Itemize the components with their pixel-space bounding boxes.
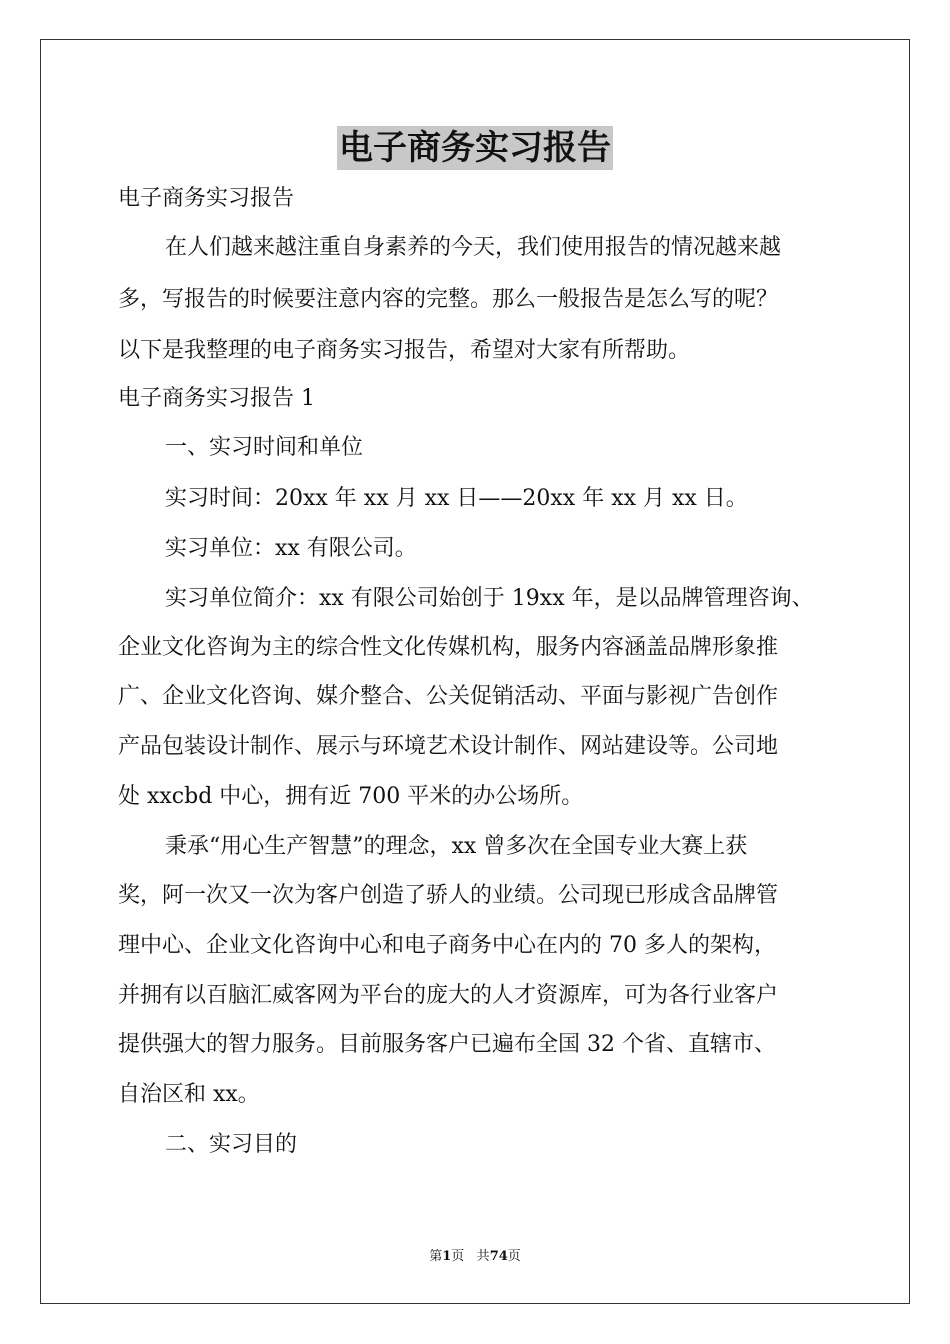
total-prefix: 共 — [476, 1249, 490, 1264]
page-prefix: 第 — [429, 1249, 443, 1264]
paragraph-line: 产品包装设计制作、展示与环境艺术设计制作、网站建设等。公司地 — [118, 734, 779, 759]
paragraph-line: 广、企业文化咨询、媒介整合、公关促销活动、平面与影视广告创作 — [118, 684, 779, 709]
total-pages: 74 — [489, 1249, 508, 1264]
subsection-heading: 二、实习目的 — [165, 1132, 298, 1157]
paragraph-line: 奖，阿一次又一次为客户创造了骄人的业绩。公司现已形成含品牌管 — [118, 883, 779, 908]
page-suffix: 页 — [451, 1249, 465, 1264]
page-number: 1 — [442, 1249, 452, 1264]
subtitle-line: 电子商务实习报告 — [118, 186, 295, 211]
page-footer — [0, 1248, 950, 1266]
total-suffix: 页 — [507, 1249, 521, 1264]
paragraph-line: 秉承“用心生产智慧”的理念，xx 曾多次在全国专业大赛上获 — [165, 834, 748, 859]
paragraph-line: 实习单位简介：xx 有限公司始创于 19xx 年，是以品牌管理咨询、 — [165, 586, 814, 611]
paragraph-line: 提供强大的智力服务。目前服务客户已遍布全国 32 个省、直辖市、 — [118, 1032, 776, 1057]
page-border — [40, 39, 910, 1304]
paragraph-line: 实习单位：xx 有限公司。 — [165, 536, 417, 561]
subsection-heading: 一、实习时间和单位 — [165, 435, 364, 460]
paragraph-line: 实习时间：20xx 年 xx 月 xx 日——20xx 年 xx 月 xx 日。 — [165, 486, 748, 511]
paragraph-line: 多，写报告的时候要注意内容的完整。那么一般报告是怎么写的呢？ — [118, 287, 779, 312]
document-title: 电子商务实习报告 — [339, 128, 611, 168]
paragraph-line: 自治区和 xx。 — [118, 1082, 260, 1107]
title-container — [0, 126, 950, 170]
paragraph-line: 并拥有以百脑汇威客网为平台的庞大的人才资源库，可为各行业客户 — [118, 983, 779, 1008]
paragraph-line: 处 xxcbd 中心，拥有近 700 平米的办公场所。 — [118, 784, 584, 809]
paragraph-line: 在人们越来越注重自身素养的今天，我们使用报告的情况越来越 — [165, 235, 782, 260]
paragraph-line: 理中心、企业文化咨询中心和电子商务中心在内的 70 多人的架构， — [118, 933, 776, 958]
section-heading: 电子商务实习报告 1 — [118, 386, 315, 411]
paragraph-line: 企业文化咨询为主的综合性文化传媒机构，服务内容涵盖品牌形象推 — [118, 635, 779, 660]
paragraph-line: 以下是我整理的电子商务实习报告，希望对大家有所帮助。 — [118, 338, 691, 363]
